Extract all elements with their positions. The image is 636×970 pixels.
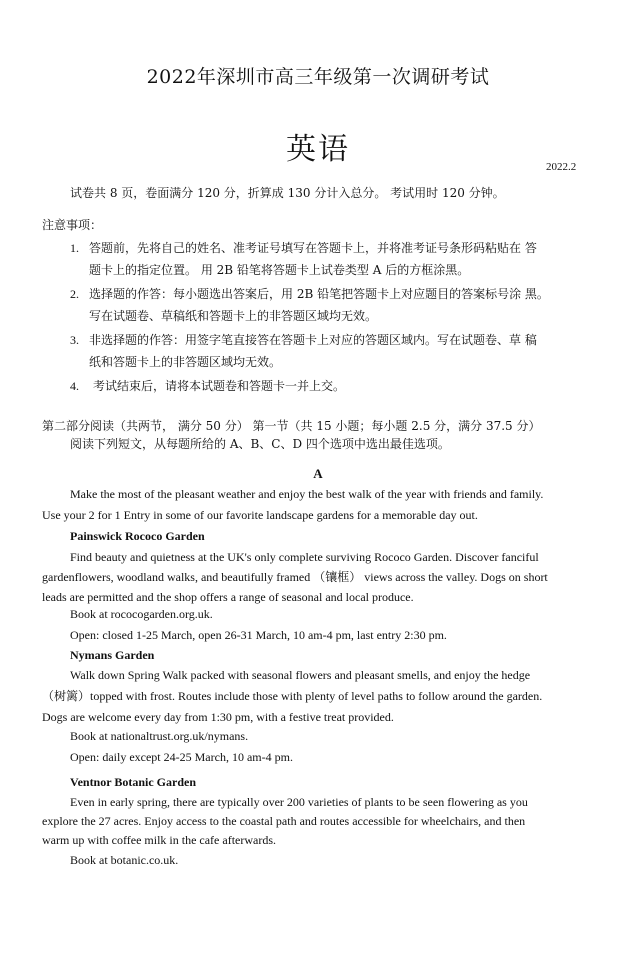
garden-name: Nymans Garden <box>70 648 155 662</box>
note-line: 选择题的作答：每小题选出答案后，用 2B 铅笔把答题卡上对应题目的答案标号涂 黑。 <box>89 287 549 301</box>
note-line: 题卡上的指定位置。 用 2B 铅笔将答题卡上试卷类型 A 后的方框涂黑。 <box>89 263 470 277</box>
passage-label: A <box>313 466 323 481</box>
garden-booking: Book at botanic.co.uk. <box>70 853 179 867</box>
note-number: 3. <box>70 333 79 347</box>
garden-booking: Book at nationaltrust.org.uk/nymans. <box>70 729 249 743</box>
exam-date: 2022.2 <box>546 161 577 173</box>
garden-text-line: leads are permitted and the shop offers a range of seasonal and local produce. <box>42 590 414 604</box>
note-line: 答题前，先将自己的姓名、准考证号填写在答题卡上，并将准考证号条形码粘贴在 答 <box>89 241 537 255</box>
exam-intro: 试卷共 8 页，卷面满分 120 分，折算成 130 分计入总分。 考试用时 120 分钟。 <box>70 186 505 200</box>
passage-intro-line: Use your 2 for 1 Entry in some of our favorite landscape gardens for a memorable day out. <box>42 508 478 522</box>
garden-name: Painswick Rococo Garden <box>70 529 205 543</box>
note-number: 2. <box>70 287 79 301</box>
garden-text-line: Walk down Spring Walk packed with seasonal flowers and pleasant smells, and enjoy the hedge <box>70 668 531 682</box>
exam-title: 2022年深圳市高三年级第一次调研考试 <box>146 66 490 88</box>
notes-heading: 注意事项： <box>42 218 103 232</box>
note-line: 写在试题卷、草稿纸和答题卡上的非答题区域均无效。 <box>89 309 378 323</box>
note-line: 考试结束后，请将本试题卷和答题卡一并上交。 <box>93 379 346 393</box>
garden-booking: Book at rococogarden.org.uk. <box>70 607 213 621</box>
garden-hours: Open: closed 1-25 March, open 26-31 March, 10 am-4 pm, last entry 2:30 pm. <box>70 628 447 642</box>
garden-text-line: Dogs are welcome every day from 1:30 pm, with a festive treat provided. <box>42 710 394 724</box>
subject-title: 英语 <box>286 132 350 167</box>
garden-hours: Open: daily except 24-25 March, 10 am-4 pm. <box>70 750 293 764</box>
note-number: 1. <box>70 241 79 255</box>
garden-text-line: gardenflowers, woodland walks, and beautifully framed （镶框） views across the valley. Dogs on short <box>42 570 548 584</box>
note-line: 纸和答题卡上的非答题区域均无效。 <box>89 355 282 369</box>
note-number: 4. <box>70 379 79 393</box>
section-heading: 第二部分阅读（共两节， 满分 50 分） 第一节（共 15 小题；每小题 2.5 分，满分 37.5 分） <box>42 419 541 433</box>
garden-text-line: warm up with coffee milk in the cafe afterwards. <box>42 833 277 847</box>
passage-intro-line: Make the most of the pleasant weather and enjoy the best walk of the year with friends and family. <box>70 487 544 501</box>
garden-text-line: explore the 27 acres. Enjoy access to the coastal path and routes accessible for wheelchairs, and then <box>42 814 526 828</box>
garden-text-line: Find beauty and quietness at the UK's only complete surviving Rococo Garden. Discover fanciful <box>70 550 539 564</box>
section-instruction: 阅读下列短文，从每题所给的 A、B、C、D 四个选项中选出最佳选项。 <box>70 437 450 451</box>
garden-text-line: Even in early spring, there are typically over 200 varieties of plants to be seen flowering as you <box>70 795 528 809</box>
garden-name: Ventnor Botanic Garden <box>70 775 197 789</box>
note-line: 非选择题的作答：用签字笔直接答在答题卡上对应的答题区域内。写在试题卷、草 稿 <box>89 333 537 347</box>
garden-text-line: （树篱）topped with frost. Routes include those with plenty of level paths to follow around the garden. <box>42 689 543 703</box>
